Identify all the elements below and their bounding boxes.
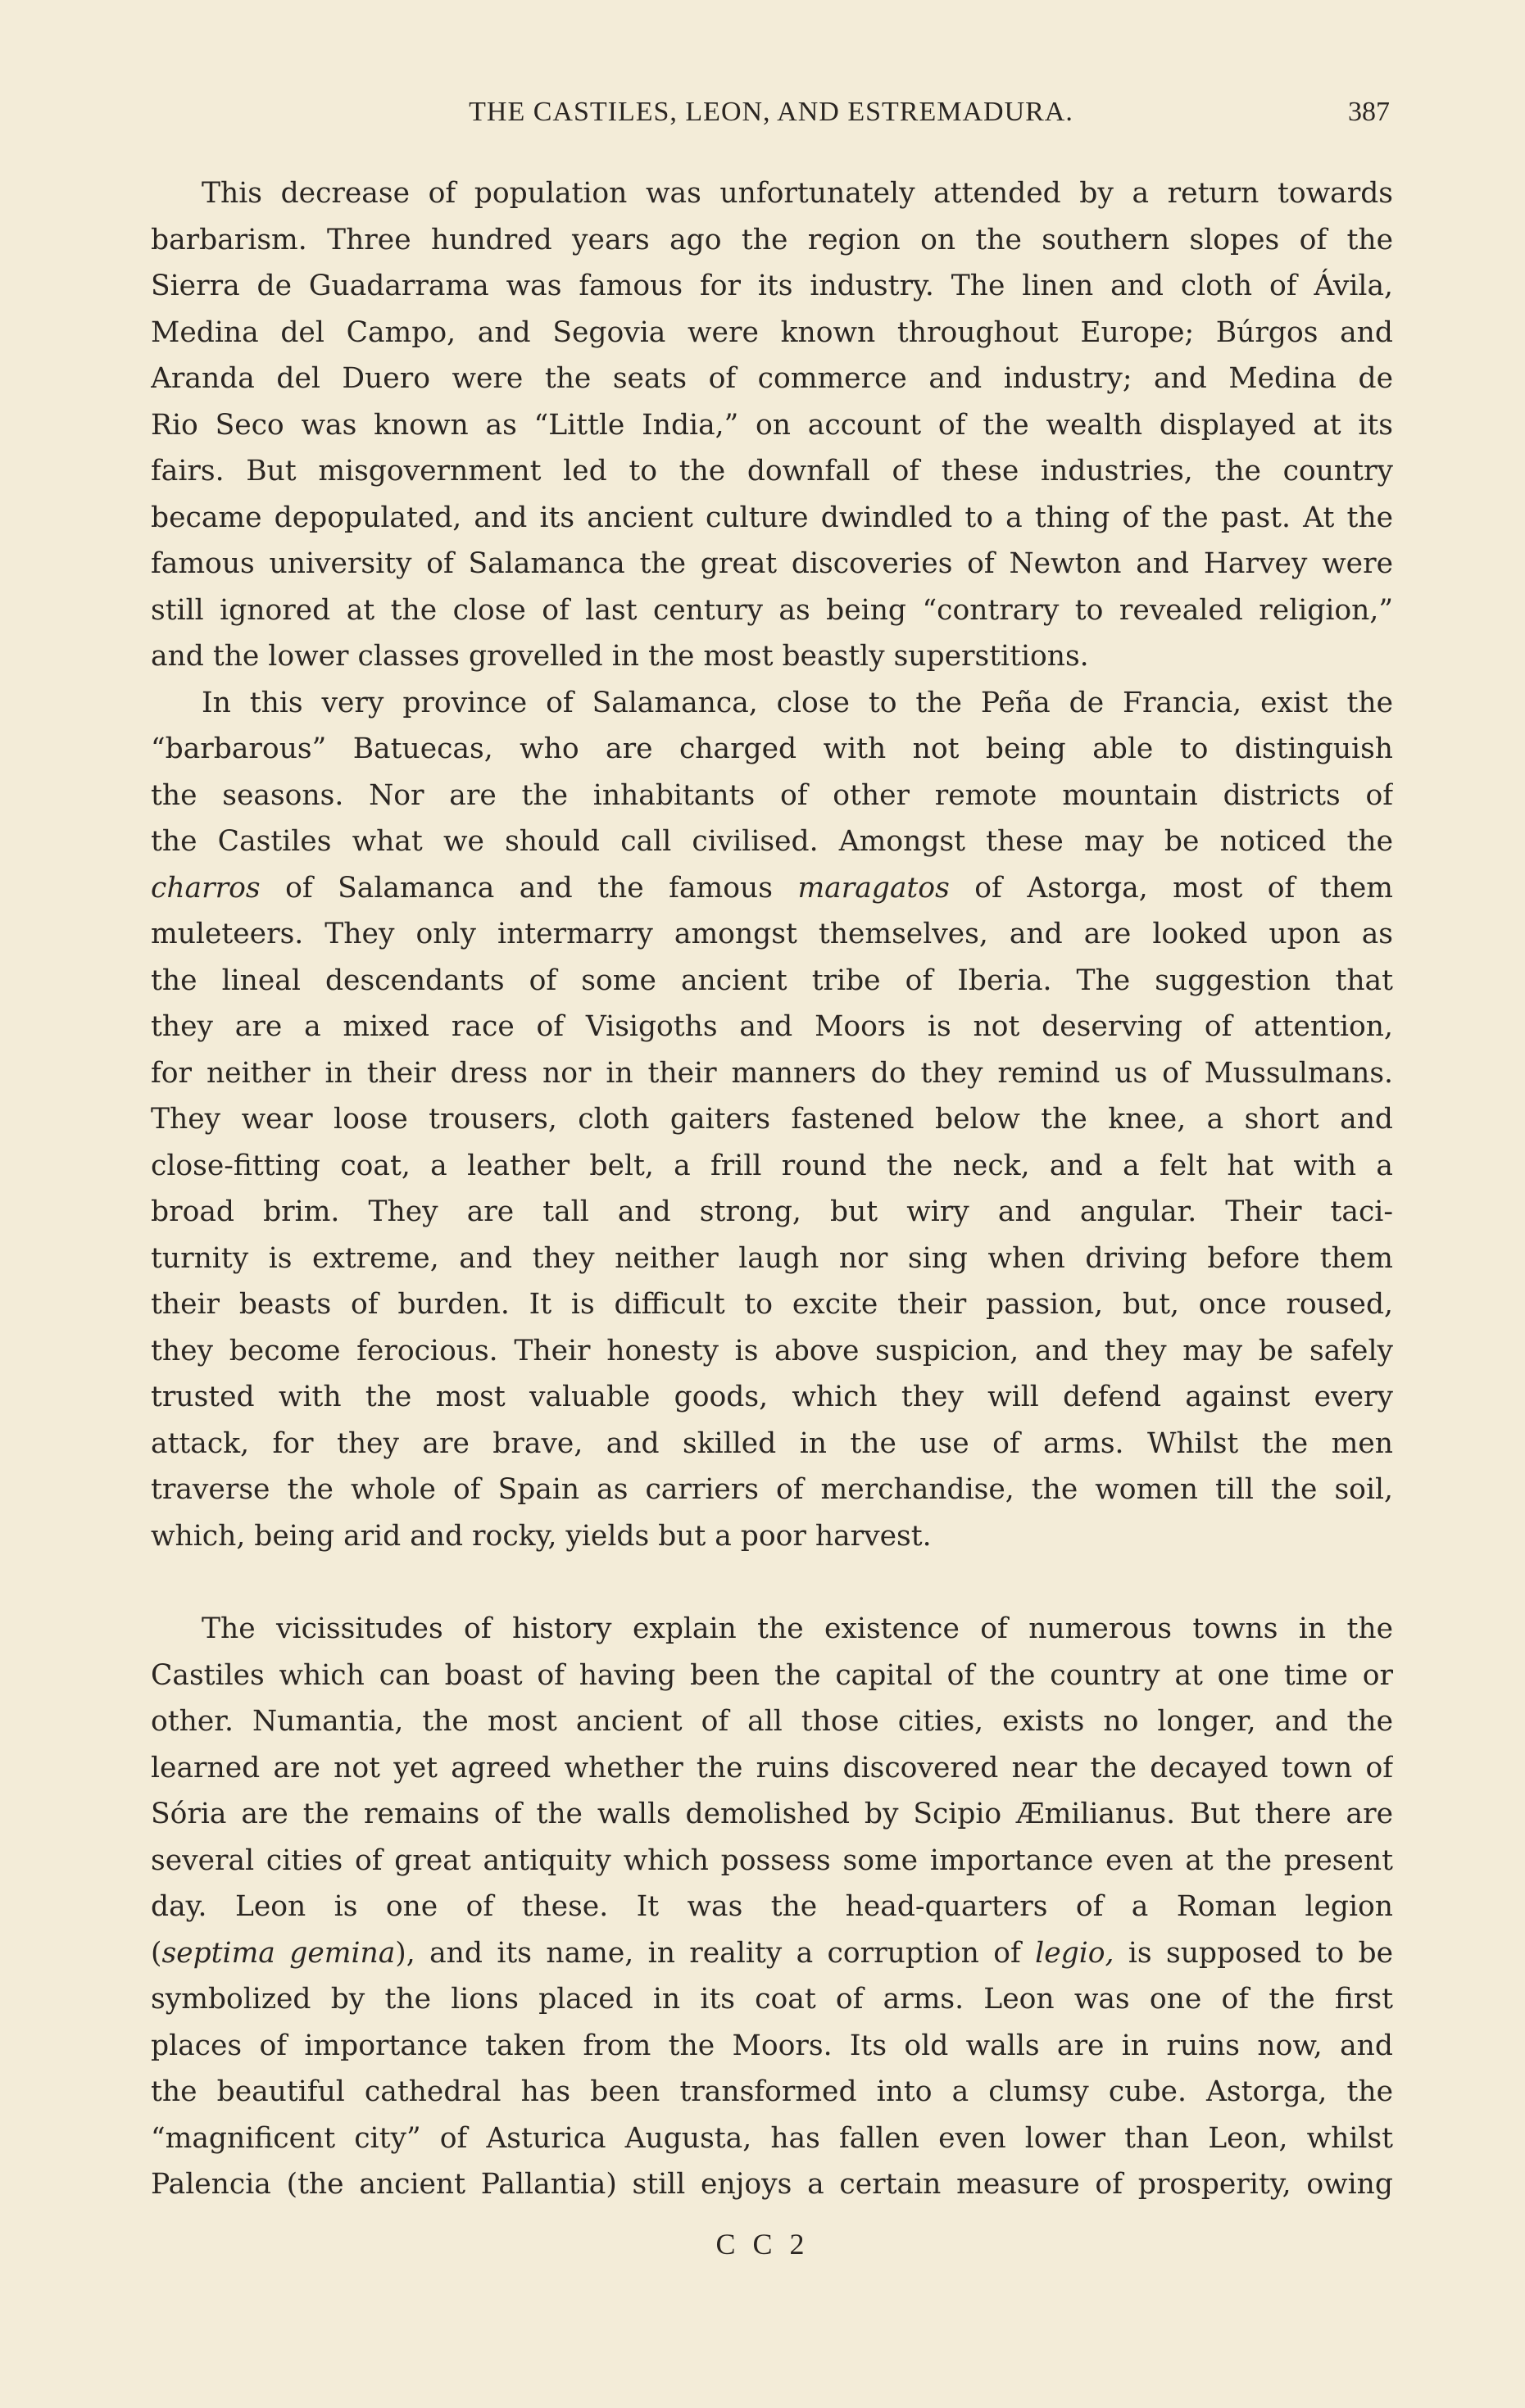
text-line — [151, 1884, 1393, 1930]
text-line — [151, 680, 1393, 727]
text-line — [151, 402, 1393, 449]
text-line — [151, 1050, 1393, 1097]
text-run: of Salamanca and the famous — [260, 871, 798, 905]
text-run: still ignored at the close of last century as being “contrary to revealed religion,” — [151, 593, 1393, 627]
italic-term: maragatos — [797, 871, 950, 905]
text-run: ( — [151, 1936, 162, 1970]
text-run: the Castiles what we should call civilised. Amongst these may be noticed the — [151, 825, 1393, 858]
text-line — [151, 170, 1393, 217]
text-run: Medina del Campo, and Segovia were known throughout Europe; Búrgos and — [151, 315, 1393, 349]
text-line — [151, 958, 1393, 1004]
text-line — [151, 2161, 1393, 2208]
text-run: In this very province of Salamanca, close to the Peña de Francia, exist the — [202, 686, 1393, 719]
text-run: the seasons. Nor are the inhabitants of other remote mountain districts of — [151, 778, 1393, 812]
text-run: The vicissitudes of history explain the existence of numerous towns in the — [202, 1612, 1393, 1645]
text-run: of Astorga, most of them — [949, 871, 1393, 905]
text-line — [151, 1096, 1393, 1143]
text-line — [151, 1606, 1393, 1653]
text-run: They wear loose trousers, cloth gaiters fastened below the knee, a short and — [151, 1103, 1393, 1136]
text-line — [151, 1236, 1393, 1282]
text-line — [151, 1281, 1393, 1328]
paragraph — [151, 680, 1393, 1560]
text-line — [151, 448, 1393, 495]
text-run: trusted with the most valuable goods, which they will defend against every — [151, 1381, 1393, 1413]
text-run: day. Leon is one of these. It was the head-quarters of a Roman legion — [151, 1890, 1393, 1923]
body-text — [151, 170, 1393, 2208]
text-run: broad brim. They are tall and strong, but wiry and angular. Their taci- — [151, 1195, 1393, 1228]
paragraph — [151, 1606, 1393, 2208]
text-run: they are a mixed race of Visigoths and Moors is not deserving of attention, — [151, 1010, 1393, 1043]
section-break — [151, 1559, 1393, 1606]
italic-term: legio, — [1035, 1936, 1114, 1970]
text-run: Aranda del Duero were the seats of commerce and industry; and Medina de — [151, 362, 1393, 395]
text-run: symbolized by the lions placed in its coat of arms. Leon was one of the first — [151, 1983, 1393, 2016]
text-run: “barbarous” Batuecas, who are charged with not being able to distinguish — [151, 732, 1393, 765]
text-line — [151, 726, 1393, 773]
text-line — [151, 217, 1393, 264]
text-run: for neither in their dress nor in their manners do they remind us of Mussulmans. — [151, 1056, 1393, 1090]
paragraph — [151, 170, 1393, 680]
text-line — [151, 2069, 1393, 2116]
signature-mark: C C 2 — [715, 2228, 810, 2261]
text-run: Sória are the remains of the walls demolished by Scipio Æmilianus. But there are — [151, 1798, 1393, 1830]
text-line — [151, 1930, 1393, 1977]
text-run: turnity is extreme, and they neither laugh nor sing when driving before them — [151, 1241, 1393, 1275]
text-line — [151, 541, 1393, 587]
text-run: famous university of Salamanca the great discoveries of Newton and Harvey were — [151, 547, 1393, 580]
text-line — [151, 1976, 1393, 2023]
text-run: the lineal descendants of some ancient tribe of Iberia. The suggestion that — [151, 964, 1393, 997]
text-run: and the lower classes grovelled in the most beastly superstitions. — [151, 640, 1089, 673]
text-line — [151, 1421, 1393, 1467]
text-line — [151, 865, 1393, 912]
text-run: other. Numantia, the most ancient of all those cities, exists no longer, and the — [151, 1705, 1393, 1738]
text-run: Sierra de Guadarrama was famous for its industry. The linen and cloth of Ávila, — [151, 270, 1393, 302]
text-line — [151, 310, 1393, 356]
text-line — [151, 1004, 1393, 1050]
page-number: 387 — [1348, 97, 1390, 127]
text-run: their beasts of burden. It is difficult to excite their passion, but, once roused, — [151, 1288, 1393, 1321]
text-run: places of importance taken from the Moors. Its old walls are in ruins now, and — [151, 2029, 1393, 2062]
text-run: barbarism. Three hundred years ago the region on the southern slopes of the — [151, 223, 1393, 256]
text-run: is supposed to be — [1114, 1936, 1393, 1970]
text-line — [151, 1745, 1393, 1792]
text-run: they become ferocious. Their honesty is above suspicion, and they may be safely — [151, 1334, 1393, 1367]
text-line — [151, 1189, 1393, 1236]
text-line — [151, 2116, 1393, 2162]
text-run: became depopulated, and its ancient culture dwindled to a thing of the past. At the — [151, 501, 1393, 534]
text-line — [151, 773, 1393, 819]
text-run: which, being arid and rocky, yields but a poor harvest. — [151, 1519, 932, 1553]
text-line — [151, 1374, 1393, 1421]
text-line — [151, 1513, 1393, 1560]
text-line — [151, 1838, 1393, 1884]
italic-term: septima gemina — [161, 1936, 396, 1970]
text-run: muleteers. They only intermarry amongst themselves, and are looked upon as — [151, 918, 1393, 950]
text-line — [151, 819, 1393, 865]
text-run: Rio Seco was known as “Little India,” on account of the wealth displayed at its — [151, 408, 1393, 442]
text-run: Castiles which can boast of having been the capital of the country at one time or — [151, 1658, 1393, 1692]
text-run: ), and its name, in reality a corruption of — [395, 1936, 1036, 1970]
text-run: “magnificent city” of Asturica Augusta, has fallen even lower than Leon, whilst — [151, 2121, 1393, 2155]
text-run: close-fitting coat, a leather belt, a frill round the neck, and a felt hat with a — [151, 1149, 1393, 1182]
text-line — [151, 495, 1393, 542]
running-head — [152, 97, 1390, 138]
text-line — [151, 587, 1393, 634]
text-line — [151, 911, 1393, 958]
text-line — [151, 1143, 1393, 1190]
text-run: fairs. But misgovernment led to the downfall of these industries, the country — [151, 455, 1393, 487]
text-run: several cities of great antiquity which possess some importance even at the present — [151, 1843, 1393, 1877]
text-run: Palencia (the ancient Pallantia) still enjoys a certain measure of prosperity, owing — [151, 2168, 1393, 2201]
running-title: THE CASTILES, LEON, AND ESTREMADURA. — [469, 97, 1073, 127]
text-run: traverse the whole of Spain as carriers of merchandise, the women till the soil, — [151, 1473, 1393, 1506]
text-line — [151, 1698, 1393, 1745]
italic-term: charros — [151, 871, 261, 905]
text-line — [151, 356, 1393, 402]
text-run: learned are not yet agreed whether the ruins discovered near the decayed town of — [151, 1751, 1393, 1784]
text-line — [151, 263, 1393, 310]
text-line — [151, 1328, 1393, 1375]
text-line — [151, 1653, 1393, 1699]
text-line — [151, 1467, 1393, 1513]
text-line — [151, 1791, 1393, 1838]
text-line — [151, 2023, 1393, 2070]
text-run: attack, for they are brave, and skilled in the use of arms. Whilst the men — [151, 1426, 1393, 1460]
text-line — [151, 633, 1393, 680]
text-run: This decrease of population was unfortunately attended by a return towards — [202, 177, 1393, 210]
text-run: the beautiful cathedral has been transformed into a clumsy cube. Astorga, the — [151, 2075, 1393, 2108]
